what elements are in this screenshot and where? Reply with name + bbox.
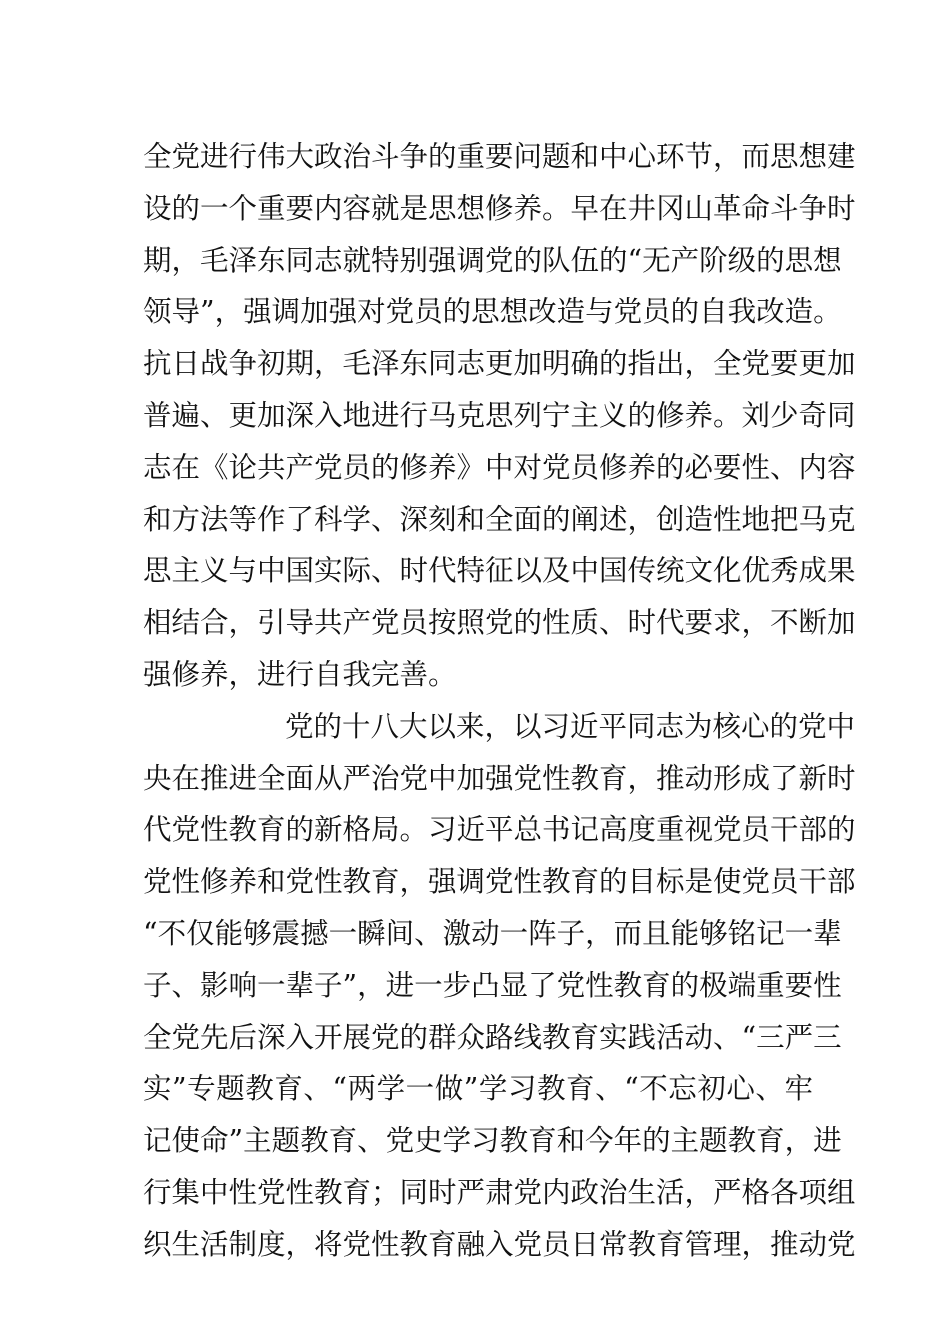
text-line-1: 全党进行伟大政治斗争的重要问题和中心环节，而思想建 — [143, 140, 856, 173]
text-line-4: 领导”，强调加强对党员的思想改造与党员的自我改造。 — [143, 295, 842, 329]
text-line-2: 设的一个重要内容就是思想修养。早在井冈山革命斗争时 — [143, 191, 856, 225]
text-line-5: 抗日战争初期，毛泽东同志更加明确的指出，全党要更加 — [143, 347, 856, 381]
text-line-9: 思主义与中国实际、时代特征以及中国传统文化优秀成果 — [143, 554, 856, 588]
body-text — [143, 131, 856, 1271]
text-line-20: 记使命”主题教育、党史学习教育和今年的主题教育，进 — [143, 1124, 842, 1158]
text-line-7: 志在《论共产党员的修养》中对党员修养的必要性、内容 — [143, 450, 856, 484]
text-line-15: 党性修养和党性教育，强调党性教育的目标是使党员干部 — [143, 865, 856, 899]
text-line-18: 全党先后深入开展党的群众路线教育实践活动、“三严三 — [143, 1020, 842, 1054]
text-line-22: 织生活制度，将党性教育融入党员日常教育管理，推动党 — [143, 1227, 856, 1261]
text-line-12: 党的十八大以来，以习近平同志为核心的党中 — [285, 709, 856, 743]
text-line-16: “不仅能够震撼一瞬间、激动一阵子，而且能够铭记一辈 — [143, 916, 842, 950]
text-line-13: 央在推进全面从严治党中加强党性教育，推动形成了新时 — [143, 761, 856, 795]
text-line-14: 代党性教育的新格局。习近平总书记高度重视党员干部的 — [143, 813, 856, 847]
text-line-3: 期，毛泽东同志就特别强调党的队伍的“无产阶级的思想 — [143, 243, 842, 277]
text-line-17: 子、影响一辈子”，进一步凸显了党性教育的极端重要性 — [143, 968, 842, 1002]
text-line-6: 普遍、更加深入地进行马克思列宁主义的修养。刘少奇同 — [143, 398, 856, 432]
text-line-21: 行集中性党性教育；同时严肃党内政治生活，严格各项组 — [143, 1175, 856, 1209]
text-line-11: 强修养，进行自我完善。 — [143, 657, 457, 691]
text-line-8: 和方法等作了科学、深刻和全面的阐述，创造性地把马克 — [143, 502, 856, 536]
text-line-10: 相结合，引导共产党员按照党的性质、时代要求，不断加 — [143, 606, 856, 640]
text-line-19: 实”专题教育、“两学一做”学习教育、“不忘初心、牢 — [143, 1072, 813, 1106]
